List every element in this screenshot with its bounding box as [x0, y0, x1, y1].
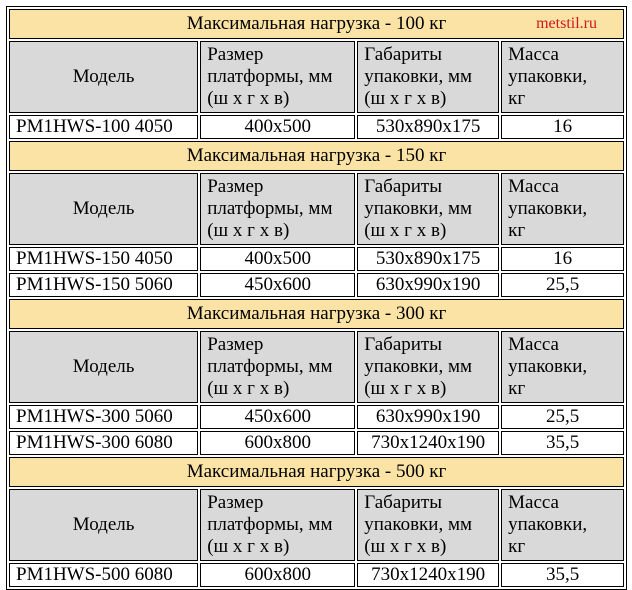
header-line: Размер	[207, 176, 264, 197]
header-line: Габариты	[364, 176, 442, 197]
header-line: упаковки, мм	[364, 198, 473, 219]
cell-package-mass: 25,5	[501, 273, 624, 297]
section-header-cell	[9, 141, 624, 171]
header-model: Модель	[9, 331, 198, 403]
header-line: (ш х г х в)	[364, 536, 447, 557]
cell-model: PM1HWS-100 4050	[9, 115, 198, 139]
header-line: Габариты	[364, 44, 442, 65]
cell-model: PM1HWS-500 6080	[9, 563, 198, 587]
section-title: Максимальная нагрузка - 150 кг	[186, 145, 447, 166]
table-row	[9, 431, 624, 455]
cell-platform-size: 450x600	[200, 405, 355, 429]
header-line: (ш х г х в)	[364, 378, 447, 399]
header-line: Габариты	[364, 334, 442, 355]
column-header-row	[9, 331, 624, 403]
section-title: Максимальная нагрузка - 100 кг	[186, 13, 447, 34]
header-line: Масса	[508, 334, 559, 355]
header-line: (ш х г х в)	[207, 378, 290, 399]
spec-table	[6, 6, 627, 590]
cell-model: PM1HWS-150 4050	[9, 247, 198, 271]
header-line: упаковки,	[508, 66, 588, 87]
header-line: кг	[508, 220, 526, 241]
table-row	[9, 273, 624, 297]
table-row	[9, 563, 624, 587]
table-row	[9, 405, 624, 429]
cell-package-dims: 530x890x175	[357, 247, 499, 271]
cell-package-mass: 16	[501, 115, 624, 139]
cell-model: PM1HWS-300 5060	[9, 405, 198, 429]
header-model: Модель	[9, 41, 198, 113]
header-line: платформы, мм	[207, 514, 333, 535]
header-line: Размер	[207, 492, 264, 513]
cell-package-mass: 25,5	[501, 405, 624, 429]
header-model: Модель	[9, 489, 198, 561]
section-title: Максимальная нагрузка - 500 кг	[186, 461, 447, 482]
header-platform-size	[200, 41, 355, 113]
cell-platform-size: 600x800	[200, 431, 355, 455]
section-header-cell	[9, 457, 624, 487]
spec-table-body	[9, 9, 624, 587]
header-line: кг	[508, 536, 526, 557]
header-line: кг	[508, 88, 526, 109]
cell-platform-size: 400x500	[200, 115, 355, 139]
header-package-mass	[501, 41, 624, 113]
cell-package-dims: 730x1240x190	[357, 563, 499, 587]
cell-model: PM1HWS-300 6080	[9, 431, 198, 455]
header-line: (ш х г х в)	[207, 88, 290, 109]
section-header-row	[9, 141, 624, 171]
header-line: упаковки,	[508, 198, 588, 219]
header-line: кг	[508, 378, 526, 399]
cell-platform-size: 450x600	[200, 273, 355, 297]
section-title: Максимальная нагрузка - 300 кг	[186, 303, 447, 324]
header-package-dims	[357, 331, 499, 403]
cell-package-mass: 35,5	[501, 563, 624, 587]
section-header-cell	[9, 9, 624, 39]
header-line: (ш х г х в)	[364, 88, 447, 109]
header-package-mass	[501, 489, 624, 561]
header-package-mass	[501, 331, 624, 403]
cell-package-dims: 730x1240x190	[357, 431, 499, 455]
header-platform-size	[200, 331, 355, 403]
section-header-row	[9, 299, 624, 329]
header-package-dims	[357, 489, 499, 561]
cell-platform-size: 400x500	[200, 247, 355, 271]
section-header-row	[9, 457, 624, 487]
header-line: упаковки, мм	[364, 356, 473, 377]
cell-package-dims: 630x990x190	[357, 405, 499, 429]
cell-model: PM1HWS-150 5060	[9, 273, 198, 297]
column-header-row	[9, 489, 624, 561]
header-line: (ш х г х в)	[207, 220, 290, 241]
header-line: платформы, мм	[207, 356, 333, 377]
cell-package-mass: 16	[501, 247, 624, 271]
header-package-dims	[357, 173, 499, 245]
header-line: упаковки,	[508, 356, 588, 377]
cell-platform-size: 600x800	[200, 563, 355, 587]
table-row	[9, 247, 624, 271]
header-line: упаковки,	[508, 514, 588, 535]
header-line: (ш х г х в)	[207, 536, 290, 557]
header-line: Масса	[508, 176, 559, 197]
header-model: Модель	[9, 173, 198, 245]
header-line: Размер	[207, 44, 264, 65]
header-package-mass	[501, 173, 624, 245]
column-header-row	[9, 41, 624, 113]
header-line: платформы, мм	[207, 66, 333, 87]
header-line: платформы, мм	[207, 198, 333, 219]
section-header-cell	[9, 299, 624, 329]
header-line: упаковки, мм	[364, 66, 473, 87]
header-line: Размер	[207, 334, 264, 355]
column-header-row	[9, 173, 624, 245]
header-line: Масса	[508, 492, 559, 513]
header-platform-size	[200, 173, 355, 245]
header-line: (ш х г х в)	[364, 220, 447, 241]
header-platform-size	[200, 489, 355, 561]
cell-package-mass: 35,5	[501, 431, 624, 455]
cell-package-dims: 530x890x175	[357, 115, 499, 139]
cell-package-dims: 630x990x190	[357, 273, 499, 297]
header-line: Габариты	[364, 492, 442, 513]
section-header-row	[9, 9, 624, 39]
table-row	[9, 115, 624, 139]
header-package-dims	[357, 41, 499, 113]
header-line: упаковки, мм	[364, 514, 473, 535]
header-line: Масса	[508, 44, 559, 65]
brand-link[interactable]: metstil.ru	[536, 15, 597, 32]
